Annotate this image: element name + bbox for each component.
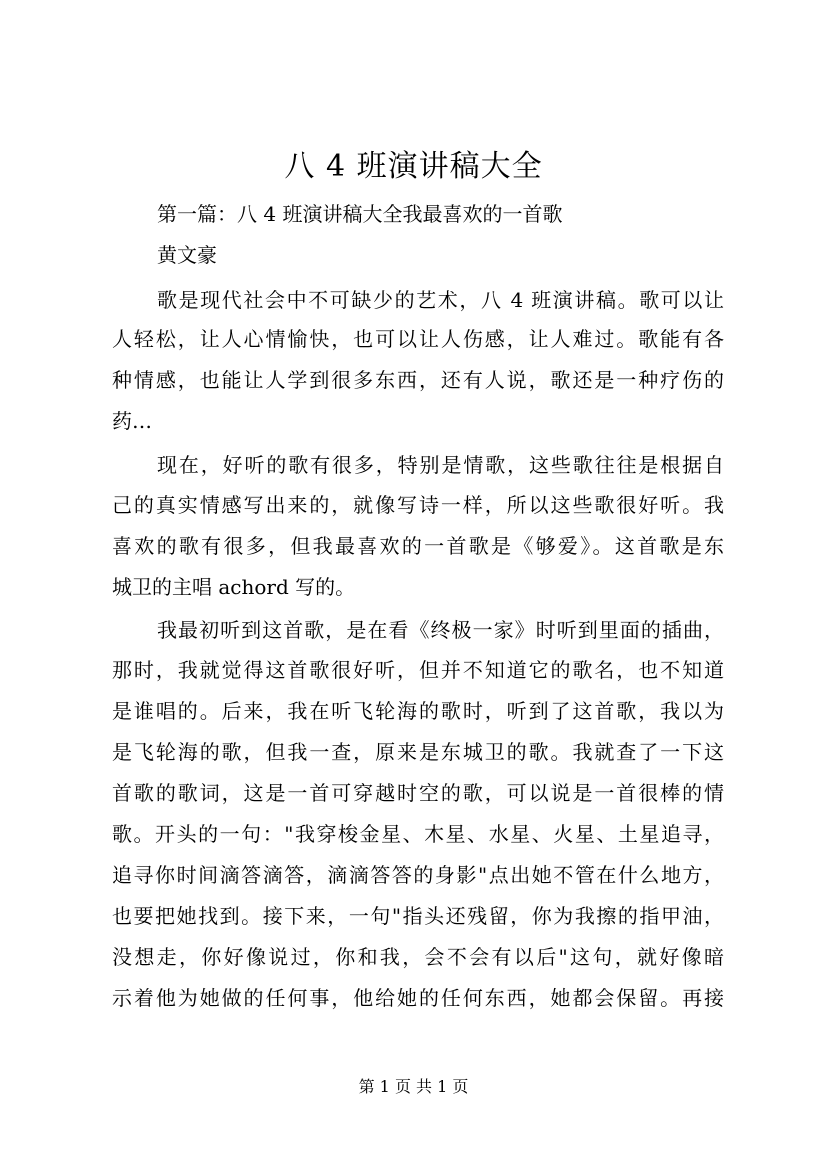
author-line: 黄文豪 (157, 243, 217, 267)
page-footer: 第 1 页 共 1 页 (358, 1077, 469, 1096)
paragraph-line: 己的真实情感写出来的，就像写诗一样，所以这些歌很好听。我 (112, 493, 724, 517)
paragraph-line: 歌。开头的一句："我穿梭金星、木星、水星、火星、土星追寻， (112, 822, 724, 846)
paragraph-line: 示着他为她做的任何事，他给她的任何东西，她都会保留。再接 (112, 986, 724, 1010)
paragraph-line: 那时，我就觉得这首歌很好听，但并不知道它的歌名，也不知道 (112, 658, 724, 682)
paragraph-line: 歌是现代社会中不可缺少的艺术，八 4 班演讲稿。歌可以让 (157, 288, 724, 312)
paragraph-line: 喜欢的歌有很多，但我最喜欢的一首歌是《够爱》。这首歌是东 (112, 534, 724, 558)
paragraph-line: 人轻松，让人心情愉快，也可以让人伤感，让人难过。歌能有各 (112, 327, 724, 351)
paragraph-line: 也要把她找到。接下来，一句"指头还残留，你为我擦的指甲油， (112, 904, 724, 928)
paragraph-line: 药… (112, 409, 152, 433)
paragraph-line: 我最初听到这首歌，是在看《终极一家》时听到里面的插曲， (157, 618, 724, 642)
paragraph-line: 没想走，你好像说过，你和我，会不会有以后"这句，就好像暗 (112, 945, 724, 969)
paragraph-line: 是飞轮海的歌，但我一查，原来是东城卫的歌。我就查了一下这 (112, 740, 724, 764)
paragraph-line: 城卫的主唱 achord 写的。 (112, 575, 356, 599)
subtitle-line: 第一篇：八 4 班演讲稿大全我最喜欢的一首歌 (157, 202, 563, 226)
paragraph-line: 是谁唱的。后来，我在听飞轮海的歌时，听到了这首歌，我以为 (112, 699, 724, 723)
paragraph-line: 追寻你时间滴答滴答，滴滴答答的身影"点出她不管在什么地方， (112, 863, 724, 887)
paragraph-line: 首歌的歌词，这是一首可穿越时空的歌，可以说是一首很棒的情 (112, 781, 724, 805)
paragraph-line: 种情感，也能让人学到很多东西，还有人说，歌还是一种疗伤的 (112, 368, 724, 392)
document-title: 八 4 班演讲稿大全 (284, 149, 543, 184)
paragraph-line: 现在，好听的歌有很多，特别是情歌，这些歌往往是根据自 (157, 453, 724, 477)
